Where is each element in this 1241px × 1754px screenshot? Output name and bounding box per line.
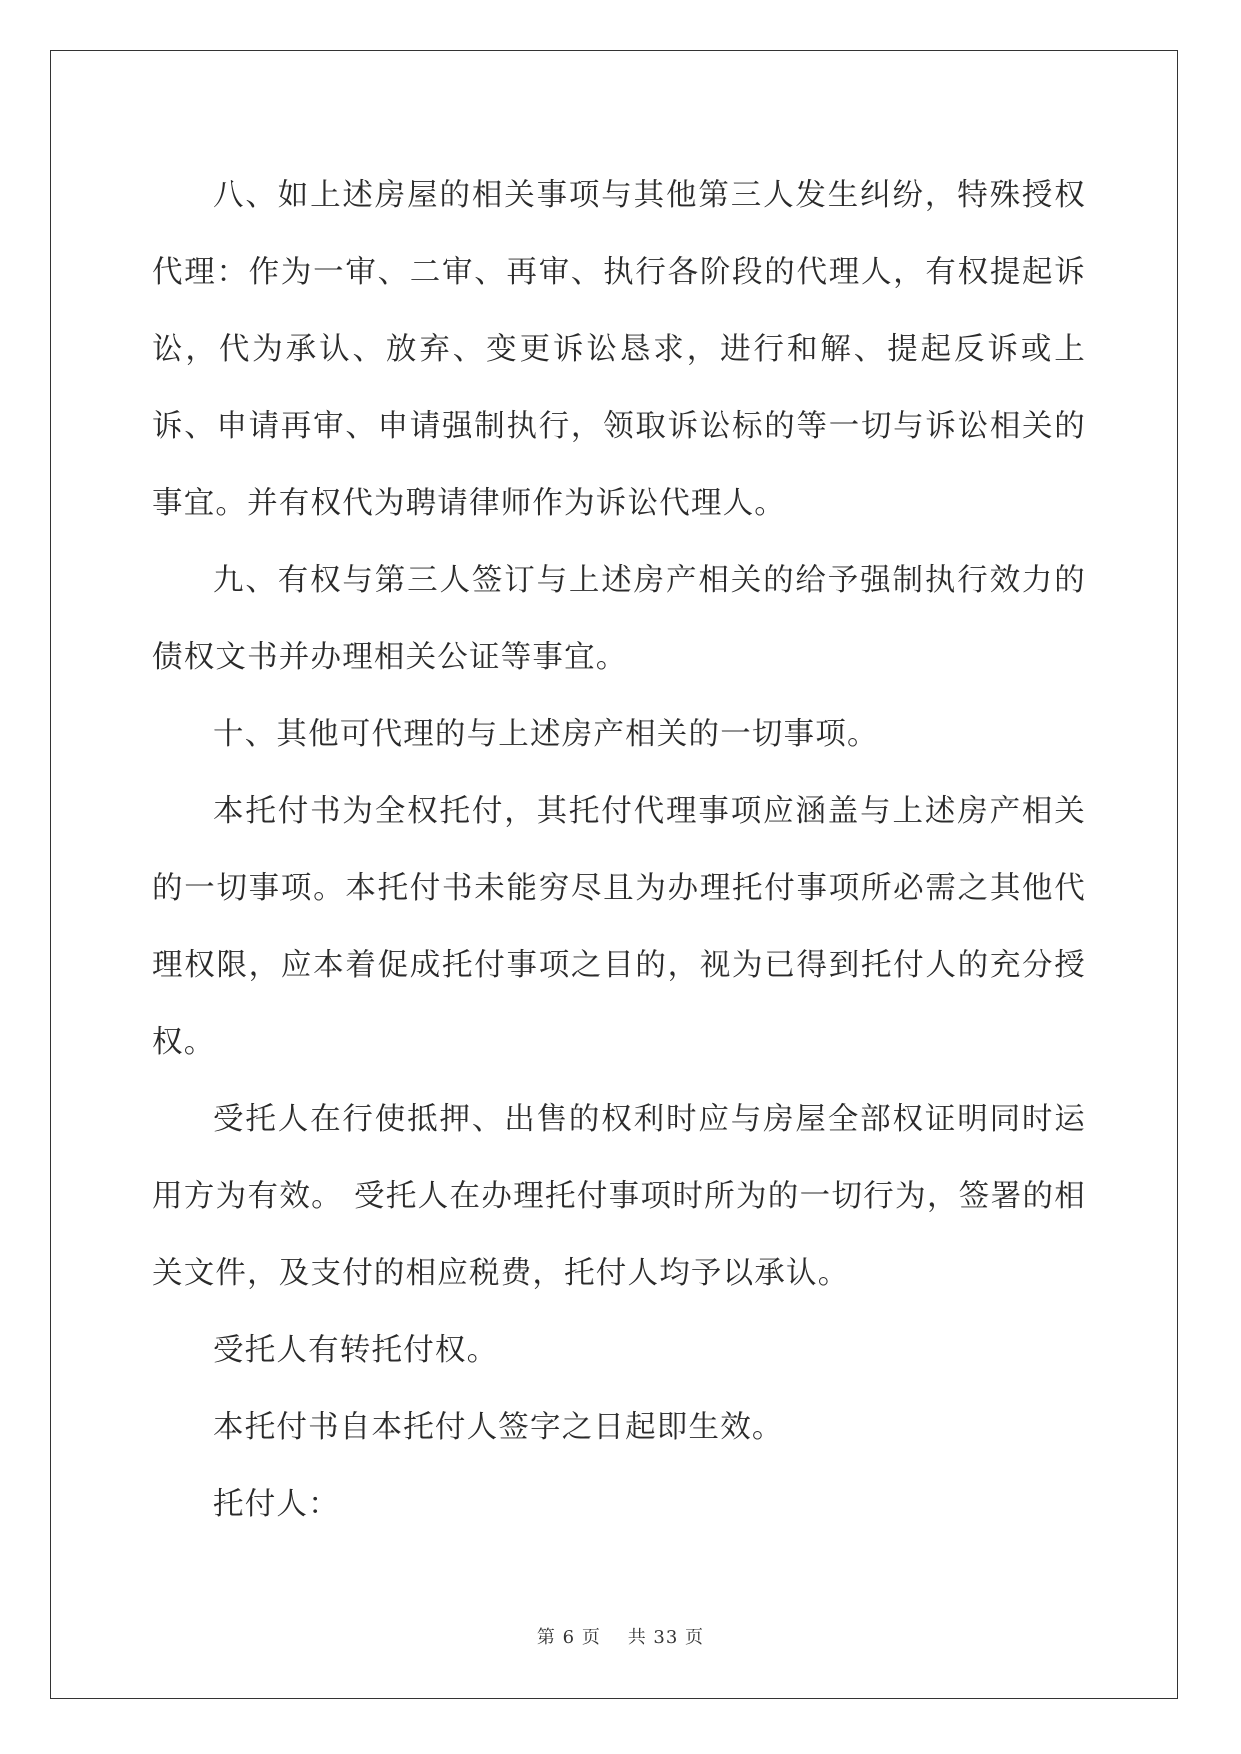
paragraph-full-authority: 本托付书为全权托付，其托付代理事项应涵盖与上述房产相关的一切事项。本托付书未能穷尽且为办理托付事项所必需之其他代理权限，应本着促成托付事项之目的，视为已得到托付人的充分授权。 [152,794,1086,1060]
paragraph-10: 十、其他可代理的与上述房产相关的一切事项。 [213,717,879,752]
paragraph-trustee-acts: 受托人在行使抵押、出售的权利时应与房屋全部权证明同时运用方为有效。 受托人在办理托付事项时所为的一切行为，签署的相关文件，及支付的相应税费，托付人均予以承认。 [152,1102,1086,1291]
paragraph-principal-signature: 托付人： [213,1487,340,1522]
paragraph-9: 九、有权与第三人签订与上述房产相关的给予强制执行效力的债权文书并办理相关公证等事宜。 [152,563,1086,675]
paragraph-effective: 本托付书自本托付人签字之日起即生效。 [213,1410,784,1445]
page-footer [0,1623,1241,1649]
document-body [152,157,1086,1543]
paragraph-sub-delegation: 受托人有转托付权。 [213,1333,499,1368]
page-number: 第 6 页 共 33 页 [536,1627,705,1648]
paragraph-8: 八、如上述房屋的相关事项与其他第三人发生纠纷，特殊授权代理：作为一审、二审、再审、执行各阶段的代理人，有权提起诉讼，代为承认、放弃、变更诉讼恳求，进行和解、提起反诉或上诉、申请再审、申请强制执行，领取诉讼标的等一切与诉讼相关的事宜。并有权代为聘请律师作为诉讼代理人。 [152,178,1086,521]
